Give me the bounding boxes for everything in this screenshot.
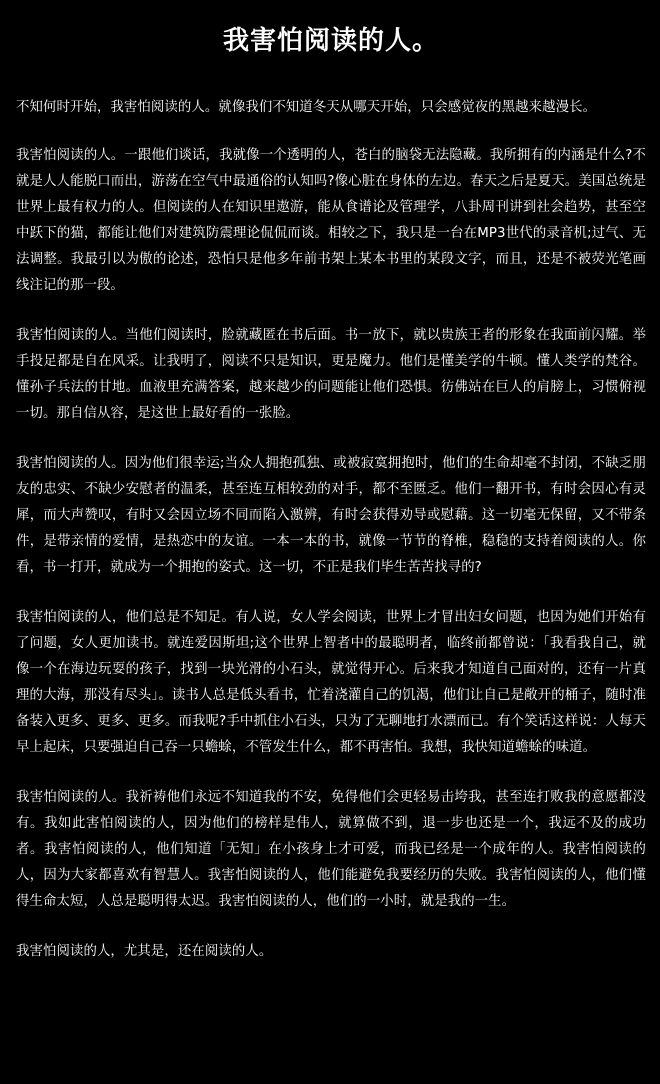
paragraph-6: 我害怕阅读的人。我祈祷他们永远不知道我的不安，免得他们会更轻易击垮我，甚至连打败我的意愿都没有。我如此害怕阅读的人，因为他们的榜样是伟人，就算做不到，退一步也还是一个，我远不及的成功者。我害怕阅读的人，他们知道「无知」在小孩身上才可爱，而我已经是一个成年的人。我害怕阅读的人，因为大家都喜欢有智慧人。我害怕阅读的人，他们能避免我要经历的失败。我害怕阅读的人，他们懂得生命太短，人总是聪明得太迟。我害怕阅读的人，他们的一小时，就是我的一生。: [16, 790, 646, 909]
paragraph-3: 我害怕阅读的人。当他们阅读时，脸就藏匿在书后面。书一放下，就以贵族王者的形象在我面前闪耀。举手投足都是自在风采。让我明了，阅读不只是知识，更是魔力。他们是懂美学的牛顿。懂人类学的梵谷。懂孙子兵法的甘地。血液里充满答案，越来越少的问题能让他们恐惧。彷佛站在巨人的肩膀上，习惯俯视一切。那自信从容，是这世上最好看的一张脸。: [16, 328, 646, 421]
paragraph-5: 我害怕阅读的人，他们总是不知足。有人说，女人学会阅读，世界上才冒出妇女问题，也因为她们开始有了问题，女人更加读书。就连爱因斯坦;这个世界上智者中的最聪明者，临终前都曾说：「我看我自己，就像一个在海边玩耍的孩子，找到一块光滑的小石头，就觉得开心。后来我才知道自己面对的，还有一片真理的大海，那没有尽头」。读书人总是低头看书，忙着浇灌自己的饥渴，他们让自己是敞开的桶子，随时准备装入更多、更多、更多。而我呢?手中抓住小石头，只为了无聊地打水漂而已。有个笑话这样说：人每天早上起床，只要强迫自己吞一只蟾蜍，不管发生什么，都不再害怕。我想，我快知道蟾蜍的味道。: [16, 610, 646, 755]
paragraph-4: 我害怕阅读的人。因为他们很幸运;当众人拥抱孤独、或被寂寞拥抱时，他们的生命却毫不封闭，不缺乏朋友的忠实、不缺少安慰者的温柔，甚至连互相较劲的对手，都不至匮乏。他们一翻开书，有时会因心有灵犀，而大声赞叹，有时又会因立场不同而陷入激辨，有时会获得劝导或慰藉。这一切毫无保留，又不带条件，是带亲情的爱情，是热恋中的友谊。一本一本的书，就像一节节的脊椎，稳稳的支持着阅读的人。你看，书一打开，就成为一个拥抱的姿式。这一切，不正是我们毕生苦苦找寻的?: [16, 456, 646, 575]
paragraph-1: 不知何时开始，我害怕阅读的人。就像我们不知道冬天从哪天开始，只会感觉夜的黑越来越漫长。: [16, 100, 597, 115]
article-body: [16, 95, 646, 965]
page-title: 我害怕阅读的人。: [222, 26, 439, 56]
paragraph-2: 我害怕阅读的人。一跟他们谈话，我就像一个透明的人，苍白的脑袋无法隐藏。我所拥有的内涵是什么?不就是人人能脱口而出，游荡在空气中最通俗的认知吗?像心脏在身体的左边。春天之后是夏天。美国总统是世界上最有权力的人。但阅读的人在知识里遨游，能从食谱论及管理学，八卦周刊讲到社会趋势，甚至空中跃下的猫，都能让他们对建筑防震理论侃侃而谈。相较之下，我只是一台在MP3世代的录音机;过气、无法调整。我最引以为傲的论述，恐怕只是他多年前书架上某本书里的某段文字，而且，还是不被荧光笔画线注记的那一段。: [16, 148, 646, 293]
paragraph-7: 我害怕阅读的人，尤其是，还在阅读的人。: [16, 944, 273, 959]
